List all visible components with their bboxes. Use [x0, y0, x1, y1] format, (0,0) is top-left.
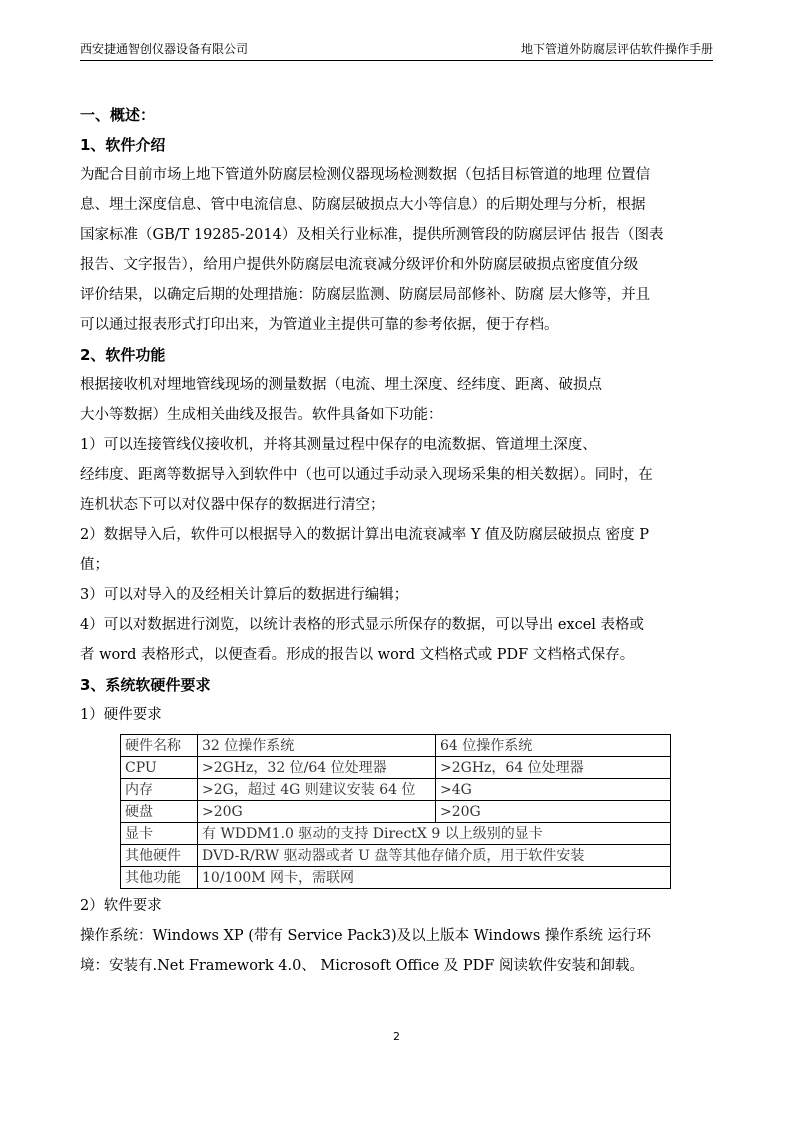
table-row	[121, 801, 671, 823]
function-line: 根据接收机对埋地管线现场的测量数据（电流、埋土深度、经纬度、距离、破损点	[80, 377, 602, 393]
intro-line: 评价结果，以确定后期的处理措施：防腐层监测、防腐层局部修补、防腐 层大修等，并且	[80, 287, 651, 303]
functions-paragraph	[80, 370, 720, 670]
company-name: 西安捷通智创仪器设备有限公司	[80, 42, 249, 56]
table-cell: 其他硬件	[121, 845, 198, 867]
table-cell: 其他功能	[121, 867, 198, 889]
function-line: 4）可以对数据进行浏览，以统计表格的形式显示所保存的数据，可以导出 excel 表格或	[80, 617, 645, 633]
section-title-overview: 一、概述：	[80, 106, 156, 124]
hardware-requirements-table	[120, 734, 671, 889]
page-number: 2	[393, 1030, 400, 1043]
table-header-cell: 32 位操作系统	[198, 735, 436, 757]
intro-line: 可以通过报表形式打印出来，为管道业主提供可靠的参考依据，便于存档。	[80, 317, 559, 333]
table-row	[121, 867, 671, 889]
intro-line: 为配合目前市场上地下管道外防腐层检测仪器现场检测数据（包括目标管道的地理 位置信	[80, 167, 651, 183]
manual-title: 地下管道外防腐层评估软件操作手册	[520, 42, 713, 56]
function-line: 大小等数据）生成相关曲线及报告。软件具备如下功能：	[80, 407, 443, 423]
table-cell: >20G	[198, 801, 436, 823]
function-line: 连机状态下可以对仪器中保存的数据进行清空；	[80, 497, 385, 513]
table-row	[121, 823, 671, 845]
table-cell: >4G	[436, 779, 671, 801]
function-line: 经纬度、距离等数据导入到软件中（也可以通过手动录入现场采集的相关数据）。同时，在	[80, 467, 653, 483]
table-cell: >2G，超过 4G 则建议安装 64 位	[198, 779, 436, 801]
function-line: 2）数据导入后，软件可以根据导入的数据计算出电流衰减率 Y 值及防腐层破损点 密度 P	[80, 527, 649, 543]
table-cell: >20G	[436, 801, 671, 823]
table-row	[121, 845, 671, 867]
table-cell: >2GHz，32 位/64 位处理器	[198, 757, 436, 779]
table-cell: >2GHz，64 位处理器	[436, 757, 671, 779]
table-header-cell: 硬件名称	[121, 735, 198, 757]
table-cell: 内存	[121, 779, 198, 801]
table-row	[121, 757, 671, 779]
hardware-requirements-label: 1）硬件要求	[80, 707, 162, 723]
table-cell: 硬盘	[121, 801, 198, 823]
table-cell: 10/100M 网卡，需联网	[198, 867, 671, 889]
intro-line: 国家标准（GB/T 19285-2014）及相关行业标准，提供所测管段的防腐层评估 报告（图表	[80, 227, 664, 243]
function-line: 者 word 表格形式，以便查看。形成的报告以 word 文档格式或 PDF 文档格式保存。	[80, 647, 635, 663]
table-header-cell: 64 位操作系统	[436, 735, 671, 757]
heading-system-requirements: 3、系统软硬件要求	[80, 676, 211, 694]
intro-line: 息、埋土深度信息、管中电流信息、防腐层破损点大小等信息）的后期处理与分析，根据	[80, 197, 646, 213]
table-header-row	[121, 735, 671, 757]
table-cell: 有 WDDM1.0 驱动的支持 DirectX 9 以上级别的显卡	[198, 823, 671, 845]
intro-line: 报告、文字报告），给用户提供外防腐层电流衰减分级评价和外防腐层破损点密度值分级	[80, 257, 639, 273]
software-requirement-line: 境：安装有.Net Framework 4.0、 Microsoft Office 及 PDF 阅读软件安装和卸载。	[80, 958, 644, 974]
table-cell: DVD-R/RW 驱动器或者 U 盘等其他存储介质，用于软件安装	[198, 845, 671, 867]
function-line: 1）可以连接管线仪接收机，并将其测量过程中保存的电流数据、管道埋土深度、	[80, 437, 597, 453]
table-row	[121, 779, 671, 801]
function-line: 3）可以对导入的及经相关计算后的数据进行编辑；	[80, 587, 409, 603]
software-requirement-line: 操作系统：Windows XP (带有 Service Pack3)及以上版本 Windows 操作系统 运行环	[80, 928, 651, 944]
heading-software-functions: 2、软件功能	[80, 346, 166, 364]
table-cell: CPU	[121, 757, 198, 779]
page-header	[80, 38, 713, 61]
software-requirements-label: 2）软件要求	[80, 898, 162, 914]
function-line: 值；	[80, 557, 109, 573]
intro-paragraph	[80, 160, 720, 340]
document-body	[80, 100, 720, 981]
heading-software-intro: 1、软件介绍	[80, 136, 166, 154]
table-cell: 显卡	[121, 823, 198, 845]
